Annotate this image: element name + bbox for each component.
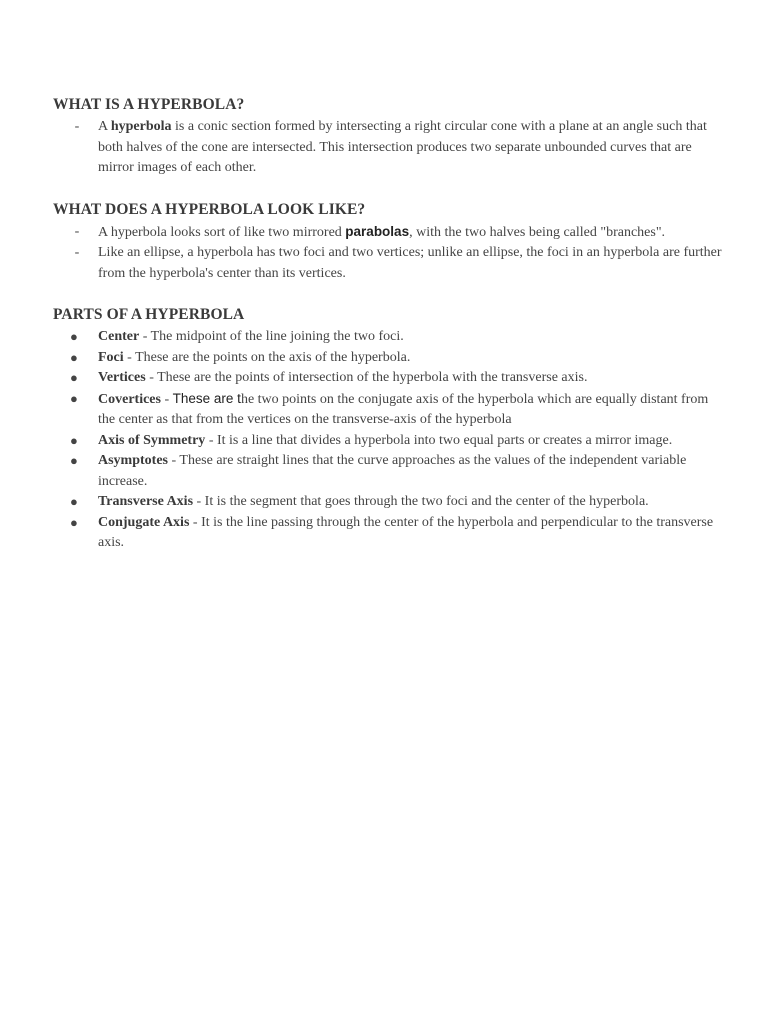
list-item <box>53 451 723 492</box>
definition: - It is the line passing through the center of the hyperbola and perpendicular to the transverse axis. <box>98 514 714 550</box>
text-run: is a conic section formed by intersecting a right circular cone with a plane at an angle such that both halves of the cone are intersected. This intersection produces two separate unbounded curves that are mirror images of each other. <box>98 119 707 175</box>
section-heading: WHAT DOES A HYPERBOLA LOOK LIKE? <box>53 200 366 218</box>
list-item <box>53 368 723 389</box>
document-page <box>53 95 723 554</box>
bold-term: Vertices <box>98 370 146 385</box>
bold-term: Conjugate Axis <box>98 514 190 530</box>
text-run: A <box>98 119 111 134</box>
bullet-marker: ● <box>70 390 78 406</box>
list-item <box>53 431 723 452</box>
list-item <box>53 222 723 244</box>
list-item <box>53 117 723 179</box>
definition: - These are the points on the axis of the hyperbola. <box>123 349 411 365</box>
bullet-list <box>53 327 723 554</box>
section-heading: PARTS OF A HYPERBOLA <box>53 306 245 323</box>
text-run: A hyperbola looks sort of like two mirrored <box>98 224 346 240</box>
text-run: Like an ellipse, a hyperbola has two foci and two vertices; unlike an ellipse, the foci in an hyperbola are further from the hyperbola's center than its vertices. <box>98 245 722 281</box>
list-item <box>53 389 723 431</box>
section-what-is <box>53 95 723 179</box>
list-item <box>53 327 723 348</box>
bold-term: Axis of Symmetry <box>98 432 206 448</box>
bold-term: Transverse Axis <box>98 494 194 509</box>
bullet-marker: ● <box>70 453 78 468</box>
dash-list <box>53 117 723 179</box>
bullet-marker: ● <box>70 349 78 365</box>
definition: - <box>160 391 173 407</box>
definition: he two points on the conjugate axis of the hyperbola which are equally distant from the center as that from the vertices on the transverse-axis of the hyperbola <box>98 391 709 427</box>
definition: - It is a line that divides a hyperbola into two equal parts or creates a mirror image. <box>205 432 673 448</box>
dash-marker: - <box>74 119 80 134</box>
definition: - It is the segment that goes through the two foci and the center of the hyperbola. <box>193 494 649 509</box>
definition: - These are the points of intersection of the hyperbola with the transverse axis. <box>145 370 588 385</box>
bullet-marker: ● <box>70 329 78 344</box>
dash-marker: - <box>74 223 80 239</box>
definition: These are t <box>172 390 241 406</box>
definition: - The midpoint of the line joining the two foci. <box>139 329 404 344</box>
section-heading: WHAT IS A HYPERBOLA? <box>53 96 245 113</box>
bullet-marker: ● <box>70 514 78 530</box>
bold-term: hyperbola <box>110 119 172 134</box>
bold-term: Center <box>98 329 140 344</box>
section-look-like <box>53 200 723 285</box>
bold-term: Asymptotes <box>98 453 168 468</box>
definition: - These are straight lines that the curve approaches as the values of the independent variable increase. <box>98 453 687 489</box>
bold-term: Foci <box>98 349 124 365</box>
bullet-marker: ● <box>70 494 78 509</box>
section-parts <box>53 305 723 554</box>
list-item <box>53 243 723 284</box>
bullet-marker: ● <box>70 370 78 385</box>
list-item <box>53 348 723 369</box>
dash-list <box>53 222 723 285</box>
dash-marker: - <box>74 245 80 260</box>
bullet-marker: ● <box>70 432 78 448</box>
list-item <box>53 492 723 513</box>
bold-term: parabolas <box>345 223 410 239</box>
bold-term: Covertices <box>98 391 161 407</box>
text-run: , with the two halves being called "branches". <box>409 224 666 240</box>
list-item <box>53 513 723 554</box>
